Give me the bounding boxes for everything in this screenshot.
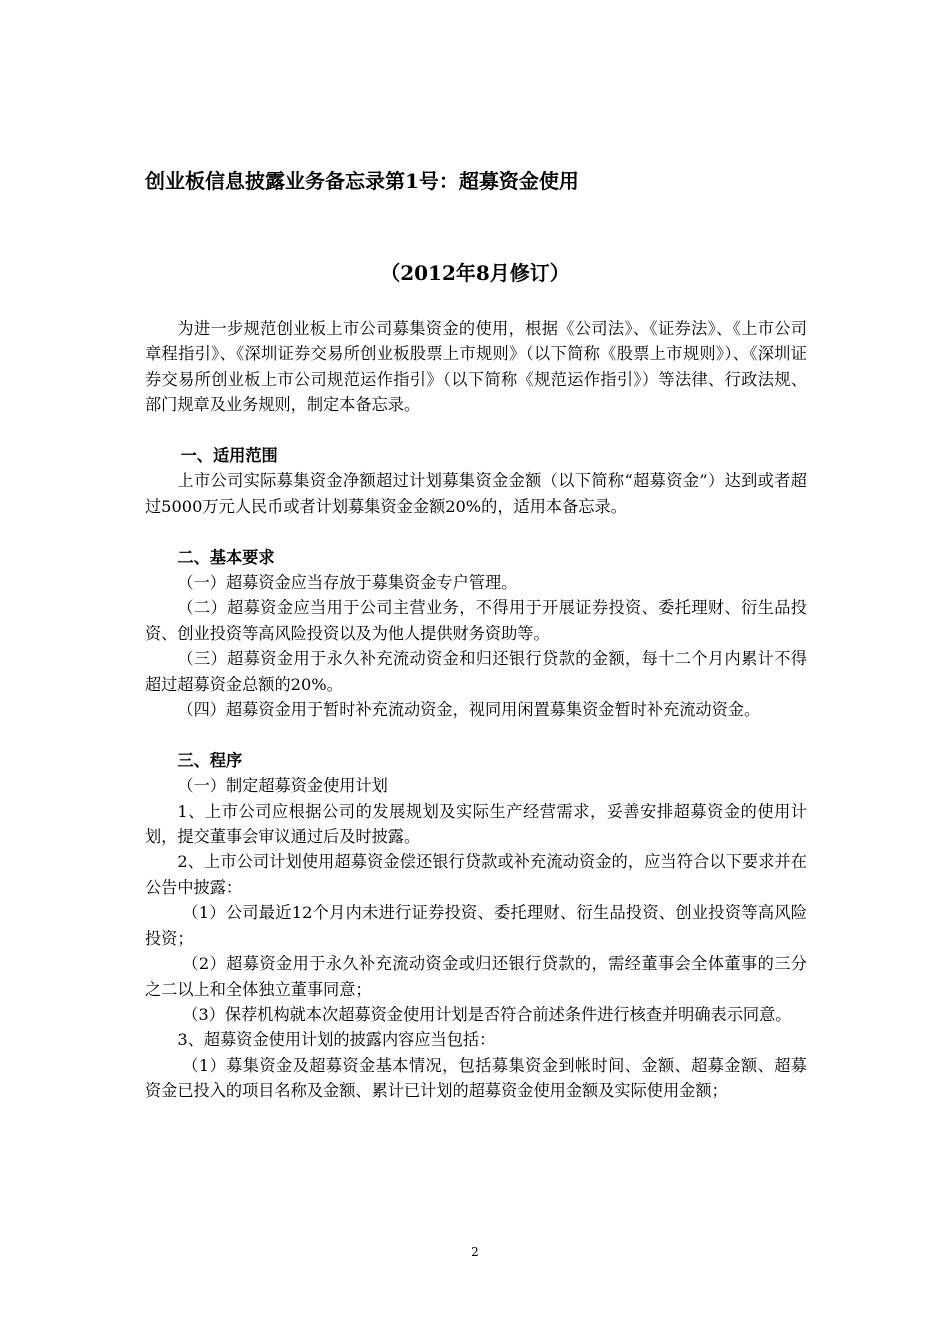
procedure-paragraph: 1、上市公司应根据公司的发展规划及实际生产经营需求，妥善安排超募资金的使用计划，提交董事会审议通过后及时披露。 (145, 801, 807, 847)
page-number: 2 (471, 1245, 479, 1259)
procedure-condition-item: （2）超募资金用于永久补充流动资金或归还银行贷款的，需经董事会全体董事的三分之二以上和全体独立董事同意； (145, 954, 807, 999)
section-heading-requirements: 二、基本要求 (177, 547, 275, 567)
requirement-item: （二）超募资金应当用于公司主营业务，不得用于开展证券投资、委托理财、衍生品投资、创业投资等高风险投资以及为他人提供财务资助等。 (145, 598, 807, 643)
document-subtitle: （2012年8月修订） (380, 261, 570, 285)
procedure-condition-item: （1）公司最近12个月内未进行证券投资、委托理财、衍生品投资、创业投资等高风险投资； (145, 903, 807, 948)
procedure-subheading: （一）制定超募资金使用计划 (177, 776, 388, 796)
procedure-paragraph: 3、超募资金使用计划的披露内容应当包括： (177, 1030, 496, 1050)
intro-paragraph: 为进一步规范创业板上市公司募集资金的使用，根据《公司法》、《证券法》、《上市公司章程指引》、《深圳证券交易所创业板股票上市规则》（以下简称《股票上市规则》）、《深圳证券交易所创业板上市公司规范运作指引》（以下简称《规范运作指引》）等法律、行政法规、部门规章及业务规则，制定本备忘录。 (145, 319, 807, 415)
scope-paragraph: 上市公司实际募集资金净额超过计划募集资金金额（以下简称“超募资金”）达到或者超过5000万元人民币或者计划募集资金金额20%的，适用本备忘录。 (145, 471, 807, 516)
requirement-item: （一）超募资金应当存放于募集资金专户管理。 (177, 573, 518, 593)
section-heading-scope: 一、适用范围 (180, 446, 278, 466)
document-body (145, 316, 807, 1104)
document-title: 创业板信息披露业务备忘录第1号：超募资金使用 (145, 169, 579, 193)
requirement-item: （四）超募资金用于暂时补充流动资金，视同用闲置募集资金暂时补充流动资金。 (177, 700, 761, 720)
section-heading-procedure: 三、程序 (177, 750, 243, 770)
procedure-paragraph: 2、上市公司计划使用超募资金偿还银行贷款或补充流动资金的，应当符合以下要求并在公告中披露： (145, 852, 807, 897)
procedure-condition-item: （3）保荐机构就本次超募资金使用计划是否符合前述条件进行核查并明确表示同意。 (182, 1004, 792, 1024)
requirement-item: （三）超募资金用于永久补充流动资金和归还银行贷款的金额，每十二个月内累计不得超过超募资金总额的20%。 (145, 649, 807, 694)
disclosure-content-item: （1）募集资金及超募资金基本情况，包括募集资金到帐时间、金额、超募金额、超募资金已投入的项目名称及金额、累计已计划的超募资金使用金额及实际使用金额； (145, 1055, 807, 1101)
